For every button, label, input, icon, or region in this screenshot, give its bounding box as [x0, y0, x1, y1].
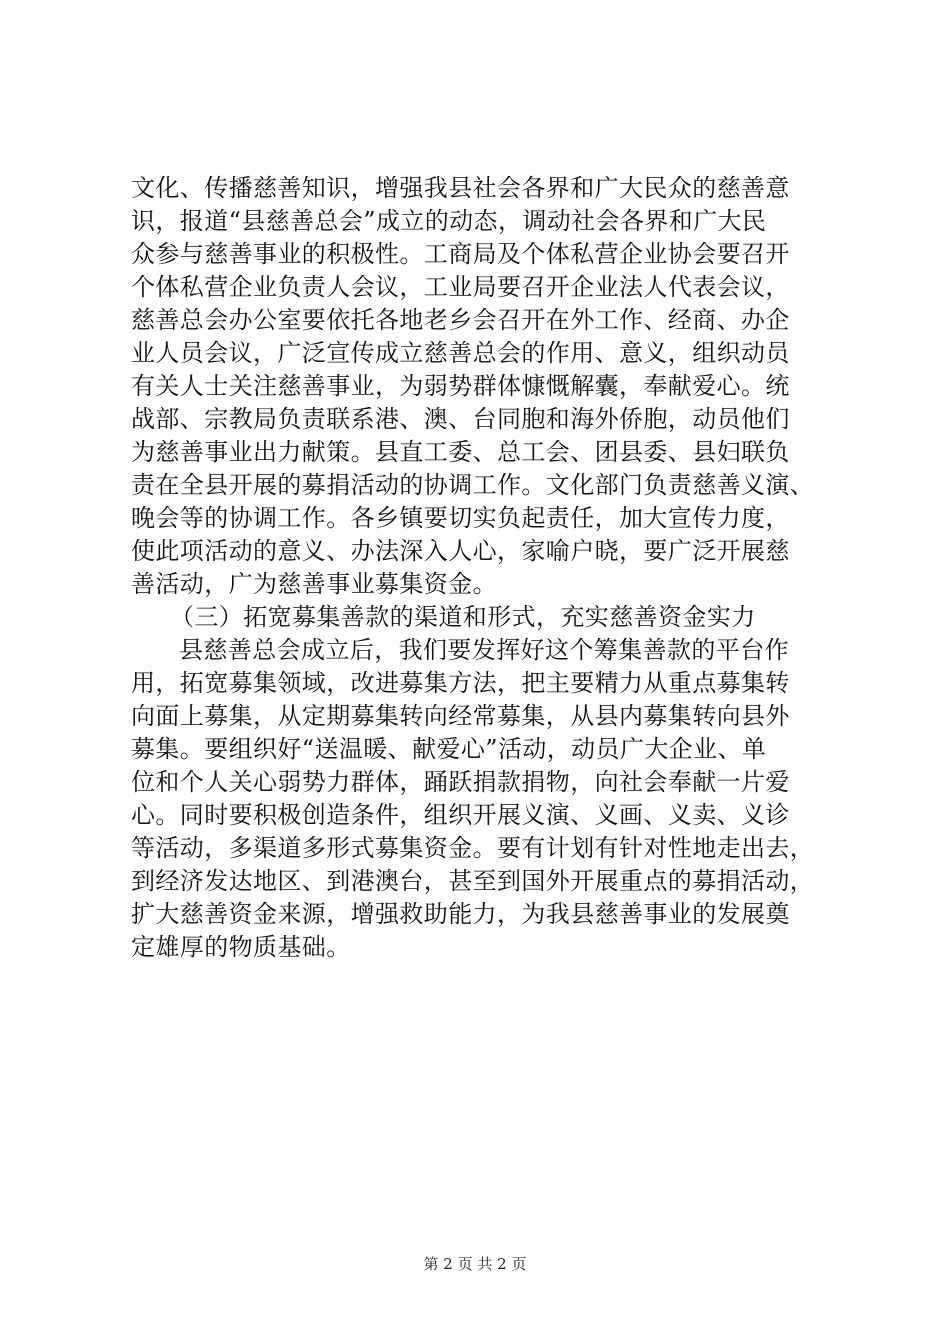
paragraph-line: 为慈善事业出力献策。县直工委、总工会、团县委、县妇联负 — [131, 438, 790, 466]
paragraph-1 — [131, 172, 831, 601]
paragraph-line: 到经济发达地区、到港澳台，甚至到国外开展重点的募捐活动， — [131, 867, 815, 895]
paragraph-line: 向面上募集，从定期募集转向经常募集，从县内募集转向县外 — [131, 702, 790, 730]
paragraph-line: 使此项活动的意义、办法深入人心，家喻户晓，要广泛开展慈 — [131, 537, 790, 565]
paragraph-line: 晚会等的协调工作。各乡镇要切实负起责任，加大宣传力度， — [131, 504, 790, 532]
page-footer — [0, 1254, 950, 1274]
paragraph-line: 慈善总会办公室要依托各地老乡会召开在外工作、经商、办企 — [131, 306, 790, 334]
paragraph-2 — [131, 634, 831, 964]
paragraph-line: 心。同时要积极创造条件，组织开展义演、义画、义卖、义诊 — [131, 801, 790, 829]
document-body — [131, 172, 831, 964]
paragraph-line: 个体私营企业负责人会议，工业局要召开企业法人代表会议， — [131, 273, 790, 301]
paragraph-line: 募集。要组织好“送温暖、献爱心”活动，动员广大企业、单 — [131, 735, 767, 763]
paragraph-line: 等活动，多渠道多形式募集资金。要有计划有针对性地走出去， — [131, 834, 815, 862]
paragraph-line: 战部、宗教局负责联系港、澳、台同胞和海外侨胞，动员他们 — [131, 405, 790, 433]
paragraph-line: 识，报道“县慈善总会”成立的动态，调动社会各界和广大民 — [131, 207, 767, 235]
paragraph-line: 业人员会议，广泛宣传成立慈善总会的作用、意义，组织动员 — [131, 339, 790, 367]
paragraph-line: 文化、传播慈善知识，增强我县社会各界和广大民众的慈善意 — [131, 174, 790, 202]
section-heading: （三）拓宽募集善款的渠道和形式，充实慈善资金实力 — [170, 603, 756, 631]
paragraph-line: 众参与慈善事业的积极性。工商局及个体私营企业协会要召开 — [131, 240, 790, 268]
paragraph-line: 有关人士关注慈善事业，为弱势群体慷慨解囊，奉献爱心。统 — [131, 372, 790, 400]
paragraph-line: 责在全县开展的募捐活动的协调工作。文化部门负责慈善义演、 — [131, 471, 815, 499]
paragraph-line: 定雄厚的物质基础。 — [131, 933, 351, 961]
paragraph-line: 位和个人关心弱势力群体，踊跃捐款捐物，向社会奉献一片爱 — [131, 768, 790, 796]
paragraph-line: 用，拓宽募集领域，改进募集方法，把主要精力从重点募集转 — [131, 669, 790, 697]
paragraph-line: 扩大慈善资金来源，增强救助能力，为我县慈善事业的发展奠 — [131, 900, 790, 928]
page-number: 第 2 页 共 2 页 — [423, 1255, 527, 1273]
paragraph-line: 善活动，广为慈善事业募集资金。 — [131, 570, 497, 598]
paragraph-line: 县慈善总会成立后，我们要发挥好这个筹集善款的平台作 — [179, 636, 789, 664]
